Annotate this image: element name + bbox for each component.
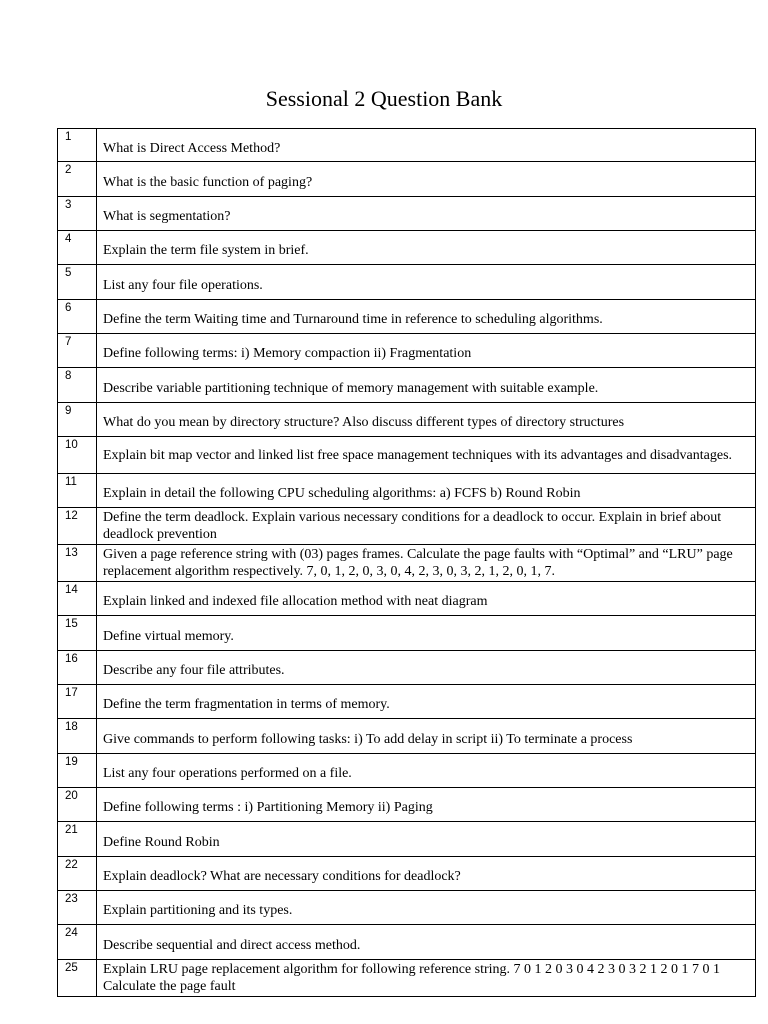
question-row (58, 582, 756, 616)
question-text: Give commands to perform following tasks: i) To add delay in script ii) To terminate a process (103, 731, 633, 747)
question-row (58, 719, 756, 754)
question-text-cell (97, 925, 756, 960)
question-text-cell (97, 508, 756, 545)
question-table (57, 128, 756, 997)
question-text: Define the term deadlock. Explain various necessary conditions for a deadlock to occur. Explain in brief about deadlock prevention (103, 510, 722, 542)
question-text: What is segmentation? (103, 209, 231, 224)
question-number: 14 (58, 582, 97, 616)
question-number: 8 (58, 368, 97, 403)
question-row (58, 754, 756, 788)
question-text: Describe any four file attributes. (103, 663, 285, 678)
question-text-cell (97, 231, 756, 265)
question-row (58, 616, 756, 651)
question-text-cell (97, 582, 756, 616)
question-number: 11 (58, 474, 97, 508)
question-text-cell (97, 403, 756, 437)
question-text: What is the basic function of paging? (103, 174, 313, 190)
question-number: 12 (58, 508, 97, 545)
question-text-cell (97, 822, 756, 857)
question-text: What is Direct Access Method? (103, 140, 281, 156)
question-number: 16 (58, 651, 97, 685)
page-title: Sessional 2 Question Bank (265, 86, 503, 111)
question-row (58, 129, 756, 162)
question-text-cell (97, 719, 756, 754)
question-row (58, 508, 756, 545)
question-text: Explain bit map vector and linked list free space management techniques with its advantages and disadvantages. (103, 447, 733, 463)
question-row (58, 334, 756, 368)
question-row (58, 685, 756, 719)
question-number: 10 (58, 437, 97, 474)
question-text: Describe variable partitioning technique of memory management with suitable example. (103, 380, 599, 396)
question-number: 1 (58, 129, 97, 162)
question-text: Define the term fragmentation in terms of memory. (103, 697, 390, 712)
question-text-cell (97, 474, 756, 508)
question-number: 2 (58, 162, 97, 197)
question-text: Define virtual memory. (103, 628, 234, 644)
question-text: Describe sequential and direct access method. (103, 937, 361, 953)
question-number: 18 (58, 719, 97, 754)
question-row (58, 437, 756, 474)
question-number: 21 (58, 822, 97, 857)
question-text-cell (97, 788, 756, 822)
question-text: Define the term Waiting time and Turnaround time in reference to scheduling algorithms. (103, 312, 603, 327)
question-row (58, 857, 756, 891)
question-text-cell (97, 162, 756, 197)
question-text-cell (97, 368, 756, 403)
question-number: 6 (58, 300, 97, 334)
question-number: 23 (58, 891, 97, 925)
question-row (58, 545, 756, 582)
question-row (58, 822, 756, 857)
question-row (58, 788, 756, 822)
question-text: List any four file operations. (103, 277, 263, 293)
question-text-cell (97, 651, 756, 685)
question-text: Explain in detail the following CPU scheduling algorithms: a) FCFS b) Round Robin (103, 486, 581, 501)
question-text-cell (97, 685, 756, 719)
question-row (58, 197, 756, 231)
question-text-cell (97, 334, 756, 368)
question-number: 9 (58, 403, 97, 437)
question-text-cell (97, 616, 756, 651)
question-text: Explain LRU page replacement algorithm for following reference string. 7 0 1 2 0 3 0 4 2 3 0 3 2 1 2 0 1 7 0 1 Calculate the page fault (103, 962, 721, 994)
question-number: 7 (58, 334, 97, 368)
question-text-cell (97, 265, 756, 300)
question-row (58, 231, 756, 265)
question-text-cell (97, 960, 756, 997)
question-number: 24 (58, 925, 97, 960)
question-text: Given a page reference string with (03) pages frames. Calculate the page faults with “Optimal” and “LRU” page replacement algorithm respectively. 7, 0, 1, 2, 0, 3, 0, 4, 2, 3, 0, 3, 2, 1, 2, 0, 1, 7. (103, 547, 733, 579)
question-number: 4 (58, 231, 97, 265)
question-number: 17 (58, 685, 97, 719)
question-row (58, 368, 756, 403)
question-text-cell (97, 754, 756, 788)
question-number: 3 (58, 197, 97, 231)
question-number: 15 (58, 616, 97, 651)
question-text: Explain linked and indexed file allocation method with neat diagram (103, 594, 488, 609)
question-row (58, 474, 756, 508)
question-number: 5 (58, 265, 97, 300)
question-number: 22 (58, 857, 97, 891)
question-row (58, 265, 756, 300)
question-text: Explain the term file system in brief. (103, 243, 309, 258)
question-text-cell (97, 857, 756, 891)
question-row (58, 651, 756, 685)
question-text-cell (97, 129, 756, 162)
question-row (58, 162, 756, 197)
question-row (58, 960, 756, 997)
question-text: Define following terms: i) Memory compaction ii) Fragmentation (103, 346, 472, 361)
question-text: Define following terms : i) Partitioning Memory ii) Paging (103, 800, 433, 815)
question-text: Define Round Robin (103, 834, 220, 850)
question-text-cell (97, 437, 756, 474)
question-row (58, 925, 756, 960)
question-text-cell (97, 891, 756, 925)
question-text: Explain partitioning and its types. (103, 903, 293, 918)
question-number: 25 (58, 960, 97, 997)
question-text: List any four operations performed on a file. (103, 766, 352, 781)
question-text: Explain deadlock? What are necessary conditions for deadlock? (103, 869, 461, 884)
question-number: 20 (58, 788, 97, 822)
question-number: 19 (58, 754, 97, 788)
question-text-cell (97, 300, 756, 334)
question-row (58, 891, 756, 925)
question-number: 13 (58, 545, 97, 582)
question-text: What do you mean by directory structure? Also discuss different types of directory structures (103, 415, 625, 430)
question-text-cell (97, 197, 756, 231)
question-text-cell (97, 545, 756, 582)
question-row (58, 300, 756, 334)
question-row (58, 403, 756, 437)
